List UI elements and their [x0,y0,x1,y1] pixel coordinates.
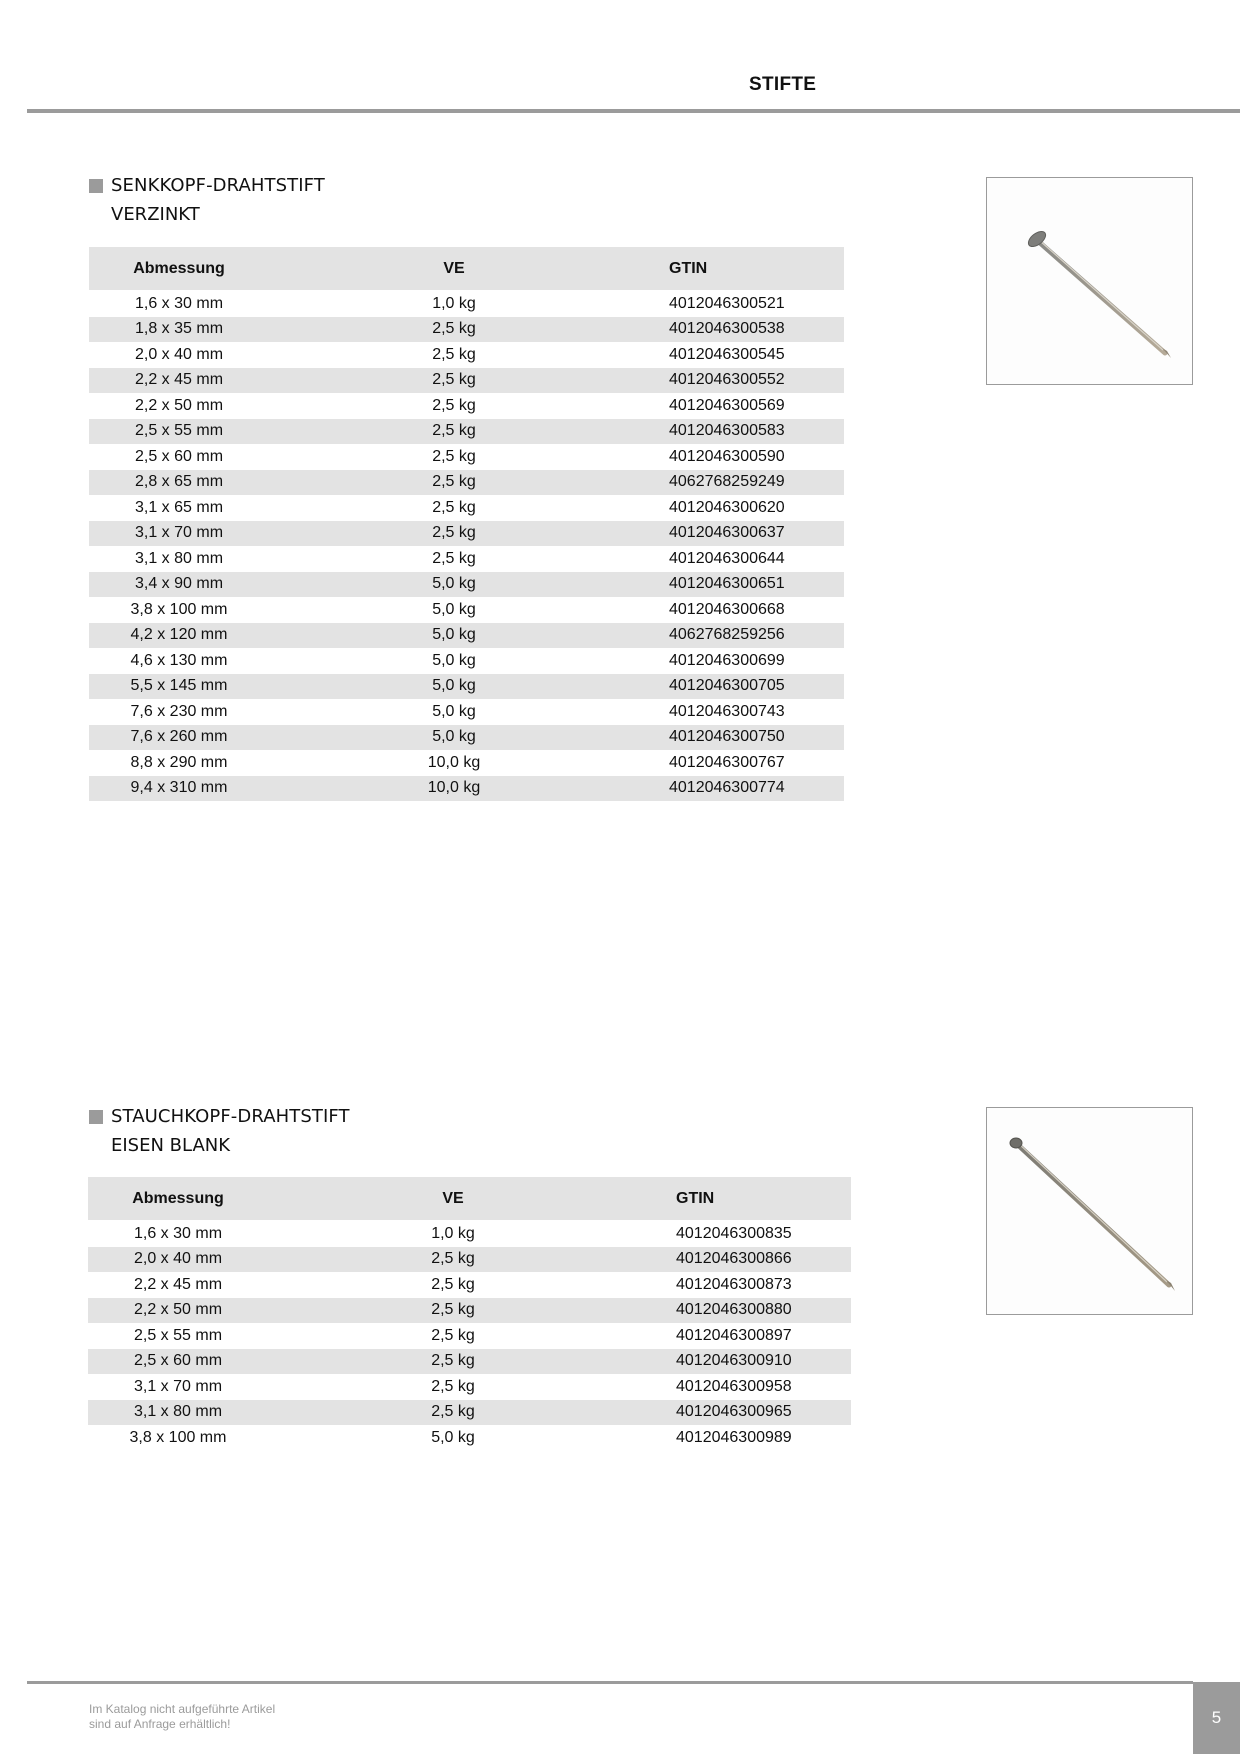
cell-ve: 10,0 kg [427,753,481,771]
cell-gtin: 4012046300644 [669,549,785,567]
cell-ve: 5,0 kg [269,674,639,700]
table-header-row [89,247,844,291]
table-row [89,623,844,649]
header-divider [27,109,1240,113]
table-row [89,674,844,700]
footer-note-line: sind auf Anfrage erhältlich! [89,1717,231,1731]
cell-abmessung: 2,5 x 60 mm [88,1349,268,1375]
section-title: STAUCHKOPF-DRAHTSTIFT [111,1106,350,1127]
table-row [89,393,844,419]
table-row [89,546,844,572]
table-row [88,1298,851,1324]
cell-gtin: 4012046300705 [639,674,844,700]
footer-divider [27,1681,1193,1684]
cell-ve: 2,5 kg [269,470,639,496]
table-row [88,1272,851,1298]
section-subtitle: VERZINKT [111,204,200,225]
cell-abmessung: 3,1 x 65 mm [134,498,224,516]
table-row [89,342,844,368]
cell-abmessung: 2,8 x 65 mm [89,470,269,496]
cell-abmessung: 3,8 x 100 mm [129,1428,227,1446]
cell-gtin: 4062768259256 [639,623,844,649]
product-photo-frame [986,177,1193,385]
cell-abmessung: 7,6 x 230 mm [130,702,228,720]
cell-gtin: 4012046300637 [639,521,844,547]
cell-abmessung: 1,8 x 35 mm [89,317,269,343]
page-header-title: STIFTE [749,74,817,95]
cell-gtin: 4012046300897 [676,1326,792,1344]
cell-ve: 2,5 kg [431,1275,475,1293]
table-row [89,648,844,674]
table-row [88,1247,851,1273]
cell-abmessung: 2,5 x 60 mm [134,447,224,465]
page-number: 5 [1193,1682,1240,1754]
cell-abmessung: 4,6 x 130 mm [130,651,228,669]
cell-abmessung: 2,2 x 50 mm [134,396,224,414]
cell-gtin: 4012046300620 [669,498,785,516]
table-row [89,521,844,547]
cell-abmessung: 3,1 x 70 mm [133,1377,223,1395]
cell-abmessung: 3,1 x 80 mm [134,549,224,567]
table-row [89,725,844,751]
footer-note-line: Im Katalog nicht aufgeführte Artikel [89,1702,276,1716]
cell-abmessung: 5,5 x 145 mm [89,674,269,700]
cell-gtin: 4012046300774 [639,776,844,802]
table-row [89,699,844,725]
cell-gtin: 4012046300910 [638,1349,851,1375]
table-row [89,597,844,623]
product-photo-frame [986,1107,1193,1315]
cell-ve: 2,5 kg [268,1247,638,1273]
section-marker-square [89,179,103,193]
table-row [88,1400,851,1426]
cell-abmessung: 2,5 x 55 mm [89,419,269,445]
cell-gtin: 4012046300873 [676,1275,792,1293]
cell-abmessung: 4,2 x 120 mm [89,623,269,649]
table-row [88,1221,851,1247]
table-row [88,1374,851,1400]
cell-ve: 5,0 kg [431,1428,475,1446]
table-row [88,1425,851,1451]
cell-ve: 1,0 kg [431,1224,475,1242]
cell-gtin: 4012046300866 [638,1247,851,1273]
table-row [89,291,844,317]
product-table-stauchkopf [88,1177,851,1451]
cell-gtin: 4012046300590 [669,447,785,465]
cell-gtin: 4012046300545 [669,345,785,363]
cell-ve: 2,5 kg [431,1377,475,1395]
cell-abmessung: 3,8 x 100 mm [130,600,228,618]
lost-head-nail-icon [987,1108,1192,1314]
cell-ve: 2,5 kg [432,498,476,516]
table-header-row [88,1177,851,1221]
cell-gtin: 4012046300552 [639,368,844,394]
cell-ve: 2,5 kg [432,345,476,363]
table-row [89,470,844,496]
table-row [88,1323,851,1349]
column-header-abmessung: Abmessung [88,1177,268,1221]
cell-abmessung: 3,4 x 90 mm [89,572,269,598]
cell-gtin: 4012046300767 [669,753,785,771]
cell-abmessung: 3,1 x 70 mm [89,521,269,547]
cell-abmessung: 2,5 x 55 mm [133,1326,223,1344]
cell-ve: 5,0 kg [432,702,476,720]
cell-gtin: 4012046300750 [639,725,844,751]
cell-abmessung: 2,0 x 40 mm [134,345,224,363]
cell-gtin: 4012046300583 [639,419,844,445]
section-title: SENKKOPF-DRAHTSTIFT [111,175,325,196]
table-row [89,444,844,470]
table-row [89,750,844,776]
cell-gtin: 4012046300538 [639,317,844,343]
cell-gtin: 4012046300699 [669,651,785,669]
cell-abmessung: 1,6 x 30 mm [133,1224,223,1242]
cell-gtin: 4012046300521 [669,294,785,312]
table-body [89,291,844,802]
cell-ve: 2,5 kg [268,1400,638,1426]
column-header-ve: VE [268,1177,638,1221]
column-header-gtin: GTIN [638,1177,851,1221]
cell-abmessung: 7,6 x 260 mm [89,725,269,751]
table-row [88,1349,851,1375]
cell-abmessung: 3,1 x 80 mm [88,1400,268,1426]
cell-ve: 2,5 kg [268,1349,638,1375]
countersunk-nail-icon [987,178,1192,384]
table-row [89,317,844,343]
cell-ve: 5,0 kg [432,600,476,618]
section-marker-square [89,1110,103,1124]
cell-ve: 5,0 kg [432,651,476,669]
cell-abmessung: 1,6 x 30 mm [134,294,224,312]
cell-abmessung: 2,0 x 40 mm [88,1247,268,1273]
footer-note [89,1702,275,1732]
table-row [89,572,844,598]
cell-gtin: 4012046300958 [676,1377,792,1395]
cell-gtin: 4012046300668 [669,600,785,618]
cell-abmessung: 9,4 x 310 mm [89,776,269,802]
table-row [89,368,844,394]
cell-ve: 10,0 kg [269,776,639,802]
cell-ve: 2,5 kg [432,549,476,567]
table-row [89,776,844,802]
column-header-gtin: GTIN [639,247,844,291]
table-row [89,495,844,521]
cell-ve: 1,0 kg [432,294,476,312]
cell-gtin: 4012046300880 [638,1298,851,1324]
cell-ve: 5,0 kg [269,572,639,598]
cell-ve: 2,5 kg [269,317,639,343]
cell-ve: 2,5 kg [269,521,639,547]
cell-ve: 5,0 kg [269,623,639,649]
cell-gtin: 4012046300989 [676,1428,792,1446]
cell-abmessung: 2,2 x 45 mm [133,1275,223,1293]
cell-ve: 2,5 kg [431,1326,475,1344]
cell-gtin: 4012046300835 [676,1224,792,1242]
table-row [89,419,844,445]
product-table-senkkopf [89,247,844,801]
cell-abmessung: 2,2 x 50 mm [88,1298,268,1324]
cell-gtin: 4012046300651 [639,572,844,598]
cell-ve: 2,5 kg [269,368,639,394]
column-header-abmessung: Abmessung [89,247,269,291]
cell-gtin: 4062768259249 [639,470,844,496]
cell-gtin: 4012046300965 [638,1400,851,1426]
cell-ve: 2,5 kg [268,1298,638,1324]
section-subtitle: EISEN BLANK [111,1135,231,1156]
cell-ve: 2,5 kg [432,447,476,465]
cell-ve: 2,5 kg [269,419,639,445]
table-body [88,1221,851,1451]
cell-ve: 2,5 kg [432,396,476,414]
cell-gtin: 4012046300569 [669,396,785,414]
cell-abmessung: 2,2 x 45 mm [89,368,269,394]
cell-ve: 5,0 kg [269,725,639,751]
cell-abmessung: 8,8 x 290 mm [130,753,228,771]
column-header-ve: VE [269,247,639,291]
cell-gtin: 4012046300743 [669,702,785,720]
